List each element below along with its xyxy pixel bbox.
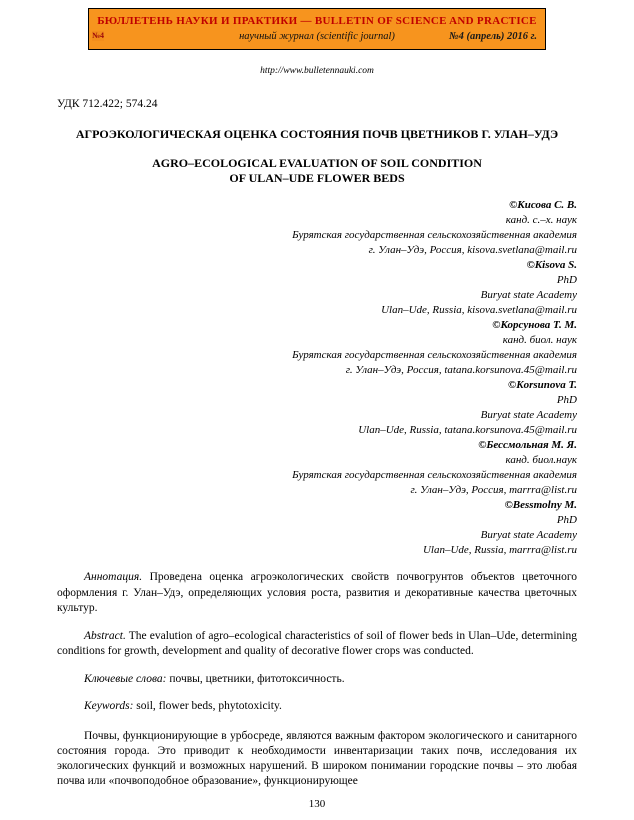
author-contact: г. Улан–Удэ, Россия, marrra@list.ru xyxy=(410,484,577,496)
author-degree: PhD xyxy=(556,514,577,526)
issue-corner-mark: №4 xyxy=(92,31,105,40)
author-degree: PhD xyxy=(556,394,577,406)
author-degree: канд. с.–х. наук xyxy=(505,214,577,226)
keywords-en-lead: Keywords: xyxy=(84,700,134,712)
keywords-ru-lead: Ключевые слова: xyxy=(84,672,167,685)
keywords-ru-text: почвы, цветники, фитотоксичность. xyxy=(169,672,345,685)
author-name: ©Korsunova T. xyxy=(508,379,577,391)
author-name: ©Корсунова Т. М. xyxy=(492,319,577,331)
issue-label: №4 (апрель) 2016 г. xyxy=(448,31,537,42)
article-title-ru: АГРОЭКОЛОГИЧЕСКАЯ ОЦЕНКА СОСТОЯНИЯ ПОЧВ ЦВЕТНИКОВ Г. УЛАН–УДЭ xyxy=(75,127,559,141)
author-affiliation: Бурятская государственная сельскохозяйственная академия xyxy=(292,349,577,361)
page-content xyxy=(57,58,577,789)
keywords-ru-line xyxy=(57,672,577,688)
author-contact: Ulan–Ude, Russia, marrra@list.ru xyxy=(422,544,577,556)
annotation-text: Проведена оценка агроэкологических свойств почвогрунтов объектов цветочного оформления г. Улан–Удэ, определяющих условия роста, развития и декоративные качества цветочных культур. xyxy=(57,571,577,614)
author-contact: г. Улан–Удэ, Россия, kisova.svetlana@mail.ru xyxy=(368,244,577,256)
abstract-lead: Abstract. xyxy=(84,629,126,642)
author-degree: канд. биол. наук xyxy=(502,334,577,346)
author-degree: PhD xyxy=(556,274,577,286)
article-title-en xyxy=(57,156,577,186)
author-name: ©Kisova S. xyxy=(526,259,577,271)
author-name: ©Кисова С. В. xyxy=(509,199,577,211)
author-contact: Ulan–Ude, Russia, kisova.svetlana@mail.ru xyxy=(381,304,577,316)
journal-subtitle: научный журнал (scientific journal) xyxy=(239,31,395,42)
banner-second-row xyxy=(92,30,537,44)
author-affiliation: Buryat state Academy xyxy=(480,289,577,301)
article-title-en-line2: OF ULAN–UDE FLOWER BEDS xyxy=(229,171,405,185)
annotation-paragraph xyxy=(57,570,577,617)
article-title-en-line1: AGRO–ECOLOGICAL EVALUATION OF SOIL CONDITION xyxy=(152,156,482,170)
journal-banner xyxy=(88,8,546,50)
author-degree: канд. биол.наук xyxy=(505,454,577,466)
author-affiliation: Buryat state Academy xyxy=(480,529,577,541)
keywords-en-text: soil, flower beds, phytotoxicity. xyxy=(136,700,282,712)
author-name: ©Бессмольная М. Я. xyxy=(478,439,577,451)
author-contact: г. Улан–Удэ, Россия, tatana.korsunova.45@mail.ru xyxy=(345,364,577,376)
authors-block xyxy=(57,198,577,558)
keywords-en-line xyxy=(57,699,577,715)
annotation-lead: Аннотация. xyxy=(84,571,143,583)
abstract-text: The evalution of agro–ecological characteristics of soil of flower beds in Ulan–Ude, determining conditions for growth, development and quality of decorative flower crops was conducted. xyxy=(57,629,577,657)
journal-title: БЮЛЛЕТЕНЬ НАУКИ И ПРАКТИКИ — BULLETIN OF SCIENCE AND PRACTICE xyxy=(97,15,537,27)
udk-code: УДК 712.422; 574.24 xyxy=(57,97,158,110)
body-paragraph: Почвы, функционирующие в урбосреде, являются важным фактором экологического и санитарного состояния города. Это приводит к необходимости инвентаризации таких почв, исследования их экологических функций и возможных нарушений. В широком понимании городские почвы – это любая почва или «почвоподобное образование», функционирующее xyxy=(57,729,577,788)
author-affiliation: Buryat state Academy xyxy=(480,409,577,421)
author-affiliation: Бурятская государственная сельскохозяйственная академия xyxy=(292,229,577,241)
author-contact: Ulan–Ude, Russia, tatana.korsunova.45@mail.ru xyxy=(358,424,577,436)
journal-url[interactable]: http://www.bulletennauki.com xyxy=(260,66,374,76)
author-affiliation: Бурятская государственная сельскохозяйственная академия xyxy=(292,469,577,481)
page-number: 130 xyxy=(308,798,326,810)
author-name: ©Bessmolny M. xyxy=(504,499,577,511)
abstract-paragraph xyxy=(57,629,577,660)
